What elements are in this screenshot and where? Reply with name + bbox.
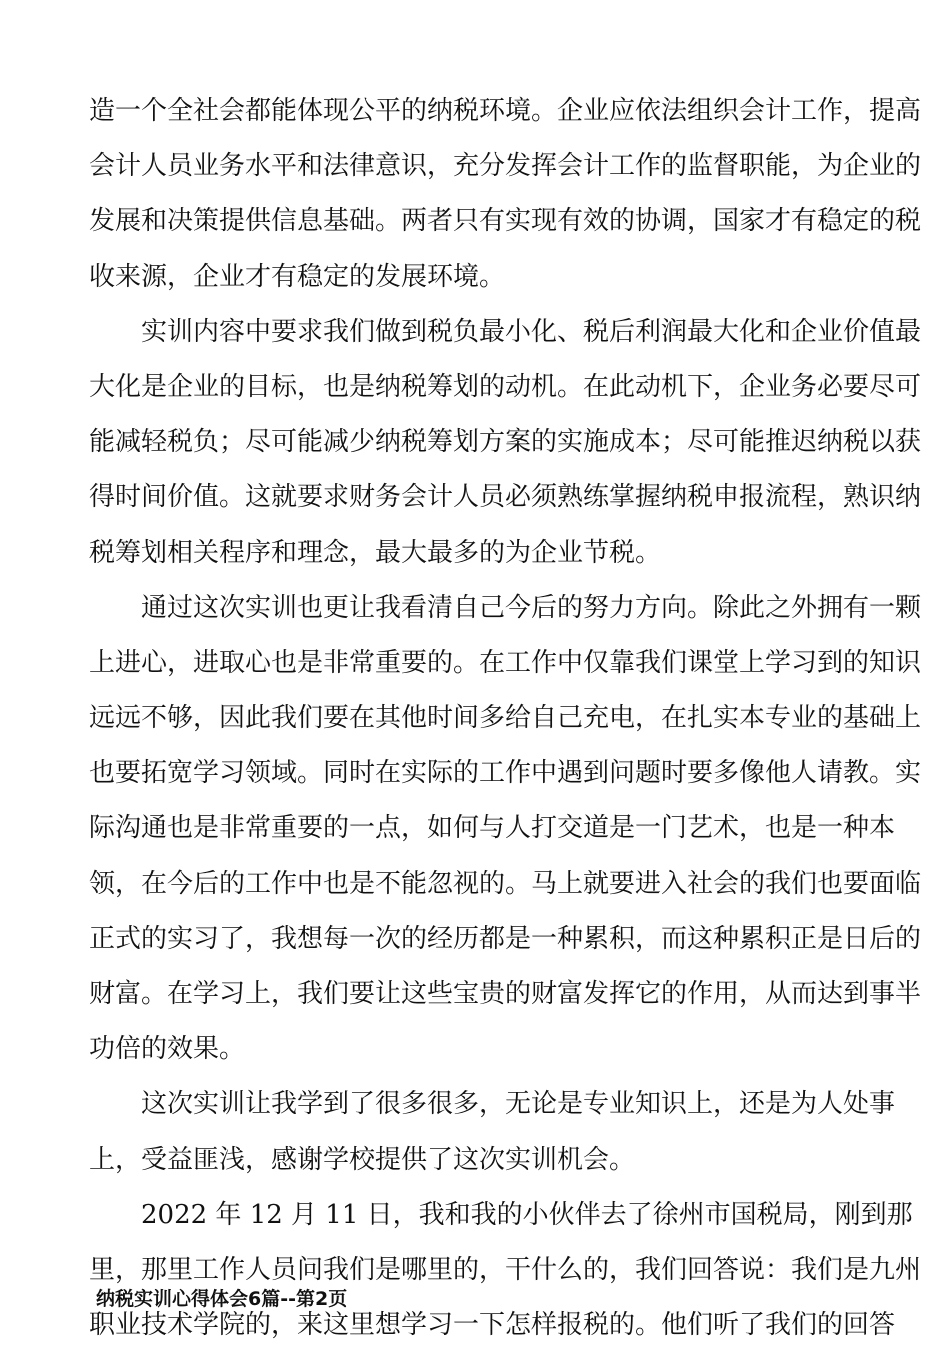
text-line: 际沟通也是非常重要的一点，如何与人打交道是一门艺术，也是一种本 — [89, 813, 896, 844]
paragraph-first-line: 这次实训让我学到了很多很多，无论是专业知识上，还是为人处事 — [141, 1089, 896, 1120]
text-line: 得时间价值。这就要求财务会计人员必须熟练掌握纳税申报流程，熟识纳 — [89, 482, 922, 513]
text-line: 税筹划相关程序和理念，最大最多的为企业节税。 — [89, 537, 662, 568]
text-line: 上进心，进取心也是非常重要的。在工作中仅靠我们课堂上学习到的知识 — [89, 647, 922, 678]
text-line: 远远不够，因此我们要在其他时间多给自己充电，在扎实本专业的基础上 — [89, 703, 922, 734]
text-line: 能减轻税负；尽可能减少纳税筹划方案的实施成本；尽可能推迟纳税以获 — [89, 427, 922, 458]
text-line: 里，那里工作人员问我们是哪里的，干什么的，我们回答说：我们是九州 — [89, 1254, 922, 1285]
text-line: 领，在今后的工作中也是不能忽视的。马上就要进入社会的我们也要面临 — [89, 868, 922, 899]
text-line: 正式的实习了，我想每一次的经历都是一种累积，而这种累积正是日后的 — [89, 923, 922, 954]
text-line: 大化是企业的目标，也是纳税筹划的动机。在此动机下，企业务必要尽可 — [89, 371, 922, 402]
text-line: 也要拓宽学习领域。同时在实际的工作中遇到问题时要多像他人请教。实 — [89, 758, 922, 789]
text-line: 会计人员业务水平和法律意识，充分发挥会计工作的监督职能，为企业的 — [89, 151, 922, 182]
document-body — [89, 88, 922, 1357]
text-line: 发展和决策提供信息基础。两者只有实现有效的协调，国家才有稳定的税 — [89, 206, 922, 237]
text-line: 造一个全社会都能体现公平的纳税环境。企业应依法组织会计工作，提高 — [89, 96, 922, 126]
text-line: 收来源，企业才有稳定的发展环境。 — [89, 261, 506, 292]
paragraph-first-line: 实训内容中要求我们做到税负最小化、税后利润最大化和企业价值最 — [141, 316, 922, 347]
text-line: 功倍的效果。 — [89, 1034, 246, 1065]
text-line: 财富。在学习上，我们要让这些宝贵的财富发挥它的作用，从而达到事半 — [89, 979, 922, 1009]
paragraph-first-line: 通过这次实训也更让我看清自己今后的努力方向。除此之外拥有一颗 — [141, 592, 922, 623]
page-footer: 纳税实训心得体会6篇--第2页 — [96, 1288, 348, 1310]
paragraph-first-line: 2022 年 12 月 11 日，我和我的小伙伴去了徐州市国税局，刚到那 — [141, 1199, 913, 1230]
text-line: 上，受益匪浅，感谢学校提供了这次实训机会。 — [89, 1144, 636, 1175]
text-line: 职业技术学院的，来这里想学习一下怎样报税的。他们听了我们的回答 — [89, 1310, 896, 1341]
